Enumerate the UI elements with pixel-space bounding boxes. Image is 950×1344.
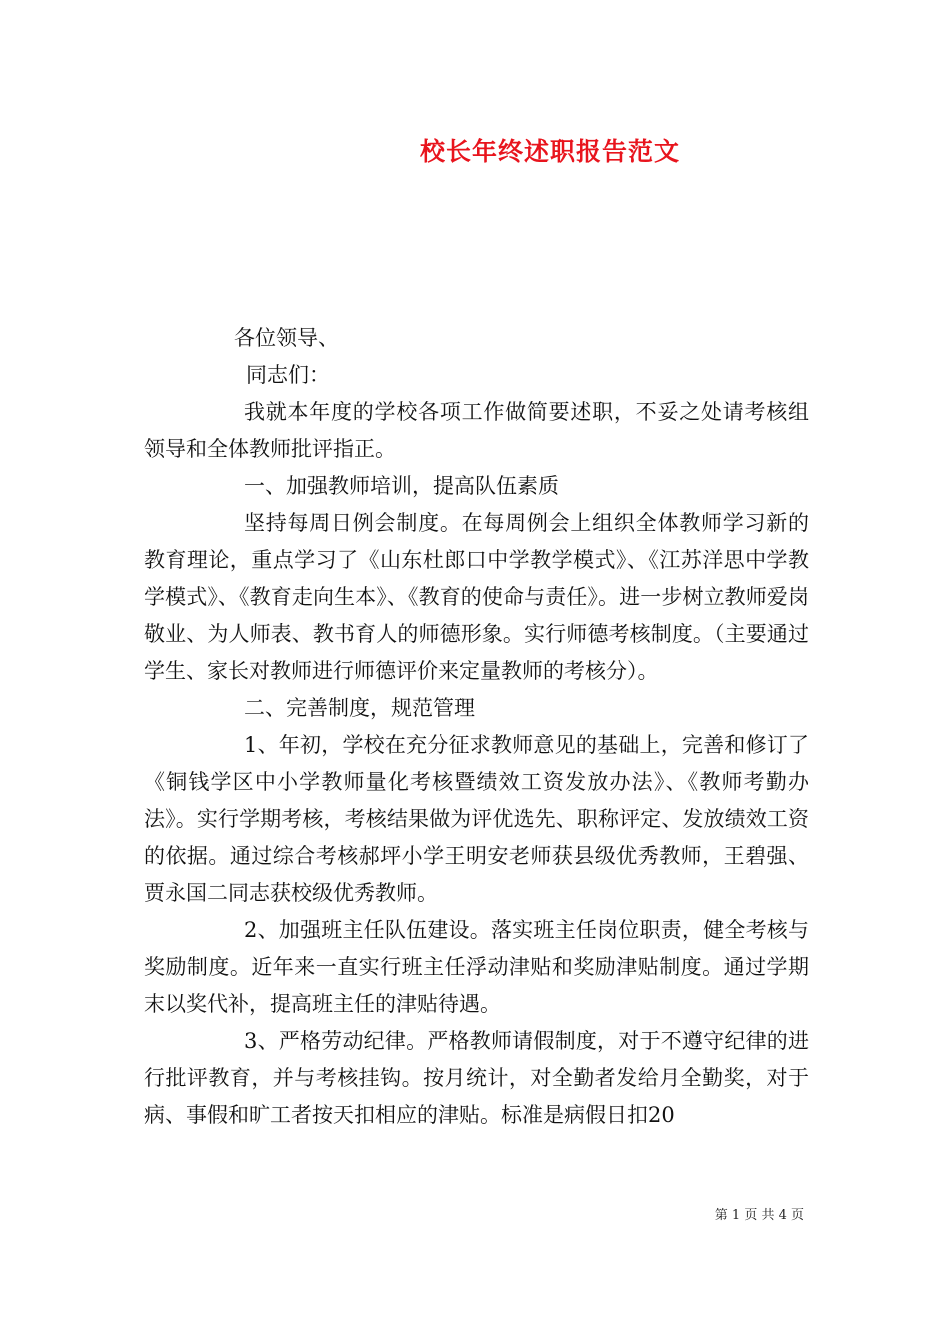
section-2-item-3: 3、严格劳动纪律。严格教师请假制度，对于不遵守纪律的进行批评教育，并与考核挂钩。按月统计，对全勤者发给月全勤奖，对于病、事假和旷工者按天扣相应的津贴。标准是病假日扣20 xyxy=(144,1029,809,1127)
page-number-footer: 第 1 页 共 4 页 xyxy=(714,1208,804,1223)
section-heading-2: 二、完善制度，规范管理 xyxy=(244,696,475,720)
section-2-item-1: 1、年初，学校在充分征求教师意见的基础上，完善和修订了《铜钱学区中小学教师量化考核暨绩效工资发放办法》、《教师考勤办法》。实行学期考核，考核结果做为评优选先、职称评定、发放绩效工资的依据。通过综合考核郝坪小学王明安老师获县级优秀教师，王碧强、贾永国二同志获校级优秀教师。 xyxy=(144,733,809,905)
section-2-item-2: 2、加强班主任队伍建设。落实班主任岗位职责，健全考核与奖励制度。近年来一直实行班主任浮动津贴和奖励津贴制度。通过学期末以奖代补，提高班主任的津贴待遇。 xyxy=(144,918,809,1016)
page-title: 校长年终述职报告范文 xyxy=(419,137,680,166)
intro-paragraph: 我就本年度的学校各项工作做简要述职，不妥之处请考核组领导和全体教师批评指正。 xyxy=(144,400,809,461)
document-body xyxy=(144,320,809,1134)
section-heading-1: 一、加强教师培训，提高队伍素质 xyxy=(244,474,559,498)
section-1-paragraph: 坚持每周日例会制度。在每周例会上组织全体教师学习新的教育理论，重点学习了《山东杜郎口中学教学模式》、《江苏洋思中学教学模式》、《教育走向生本》、《教育的使命与责任》。进一步树立教师爱岗敬业、为人师表、教书育人的师德形象。实行师德考核制度。（主要通过学生、家长对教师进行师德评价来定量教师的考核分）。 xyxy=(144,511,809,683)
salutation-comrades: 同志们： xyxy=(246,363,330,387)
salutation-leaders: 各位领导、 xyxy=(234,326,339,350)
